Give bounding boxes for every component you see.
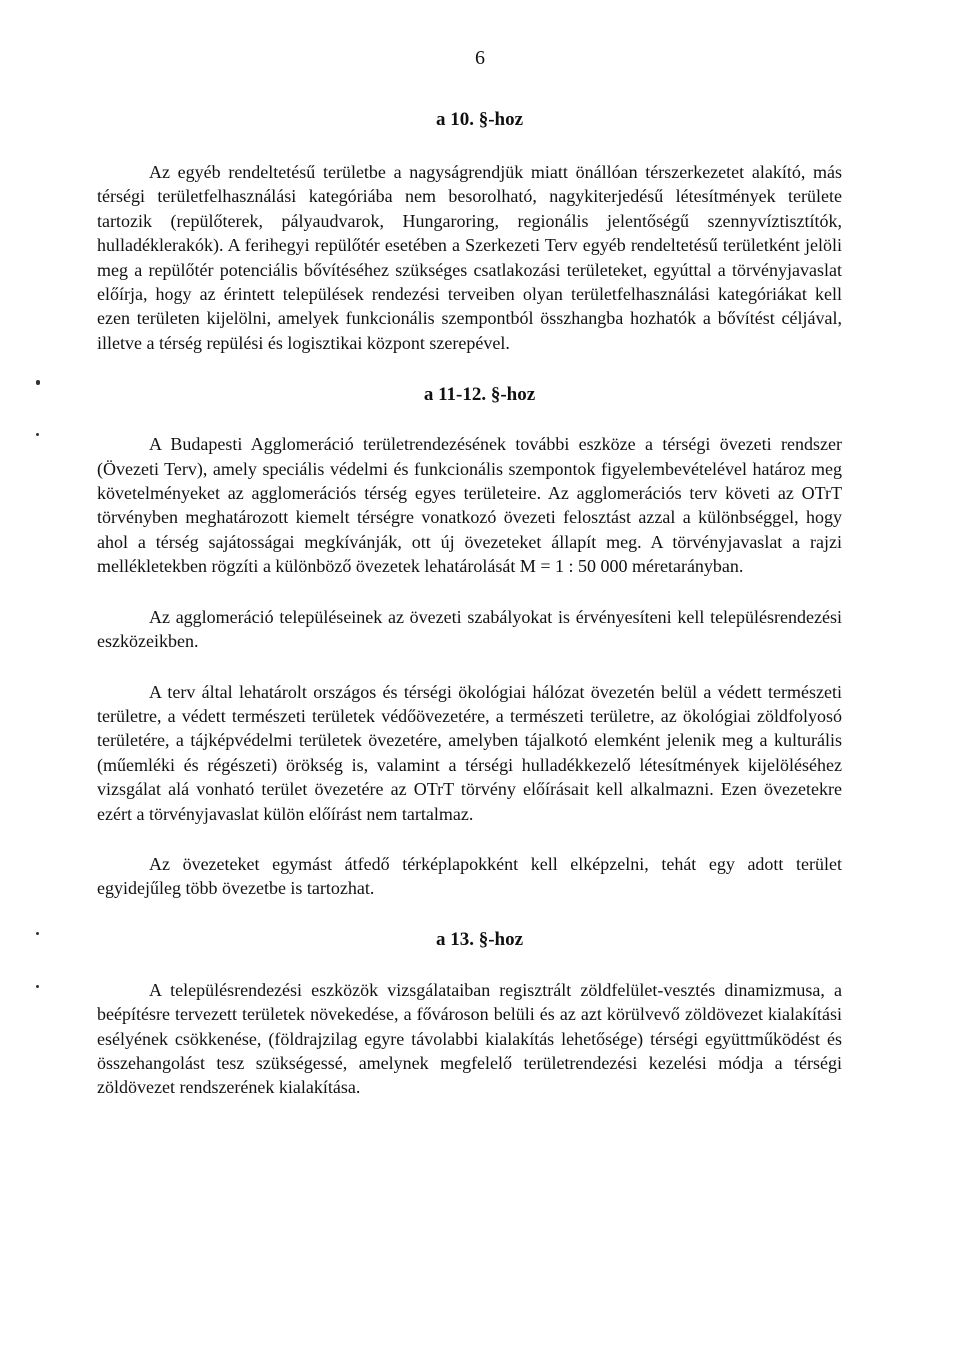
paragraph-13-1: A településrendezési eszközök vizsgálataiban regisztrált zöldfelület-vesztés dinamizmusa, a beépítésre tervezett területek növekedése, a fővároson belüli és az azt körülvevő zöldövezet kialakítási esélyének csökkenése, (földrajzilag egyre távolabbi kialakítás lehetősége) térségi együttműködést és összehangolást tesz szükségessé, amelynek megfelelő területrendezési kezelési módja a térségi zöldövezet rendszerének kialakítása. [97, 979, 842, 1098]
scan-speck [36, 433, 39, 436]
section-heading-13: a 13. §-hoz [435, 928, 524, 950]
document-body [97, 106, 842, 1100]
scan-speck [36, 985, 39, 988]
paragraph-11-12-3: A terv által lehatárolt országos és térségi ökológiai hálózat övezetén belül a védett természeti területre, a védett természeti területek védőövezetére, a természeti területre, az ökológiai zöldfolyosó területére, a tájképvédelmi területek övezetére, amelyben tájalkotó elemként jelenik meg a kulturális (műemléki és régészeti) örökség is, valamint a térségi hulladékkezelő létesítmények kijelöléséhez vizsgálat alá vonható terület övezetére az OTrT törvény előírásait kell alkalmazni. Ezen övezetekre ezért a törvényjavaslat külön előírást nem tartalmaz. [97, 681, 842, 824]
scan-speck [36, 932, 39, 935]
paragraph-11-12-2: Az agglomeráció településeinek az övezeti szabályokat is érvényesíteni kell településrendezési eszközeikben. [97, 606, 842, 652]
page-number: 6 [475, 47, 485, 69]
section-heading-10: a 10. §-hoz [435, 109, 524, 130]
section-heading-11-12: a 11-12. §-hoz [423, 384, 536, 406]
scan-speck [36, 380, 40, 385]
paragraph-11-12-1: A Budapesti Agglomeráció területrendezésének további eszköze a térségi övezeti rendszer (Övezeti Terv), amely speciális védelmi és funkcionális szempontok figyelembevételével határoz meg követelményeket az agglomerációs térség egyes területeire. Az agglomerációs terv követi az OTrT törvényben meghatározott kiemelt térségre vonatkozó övezeti felosztást azzal a különbséggel, hogy ahol a térség sajátosságai megkívánják, ott új övezeteket állapít meg. A törvényjavaslat a rajzi mellékletekben rögzíti a különböző övezetek lehatárolását M = 1 : 50 000 méretarányban. [97, 434, 842, 577]
paragraph-11-12-4: Az övezeteket egymást átfedő térképlapokként kell elképzelni, tehát egy adott terület egyidejűleg több övezetbe is tartozhat. [97, 853, 842, 899]
paragraph-10-1: Az egyéb rendeltetésű területbe a nagyságrendjük miatt önállóan térszerkezetet alakító, más térségi területfelhasználási kategóriába nem besorolható, nagykiterjedésű létesítmények területe tartozik (repülőterek, pályaudvarok, Hungaroring, regionális jelentőségű szennyvíztisztítók, hulladéklerakók). A ferihegyi repülőtér esetében a Szerkezeti Terv egyéb rendeltetésű területként jelöli meg a repülőtér potenciális bővítéséhez szükséges csatlakozási területeket, egyúttal a törvényjavaslat előírja, hogy az érintett települések rendezési terveiben olyan területfelhasználási kategóriákat kell ezen területen kijelölni, amelyek funkcionális szempontból összhangba hozhatók a bővítést céljával, illetve a térség repülési és logisztikai központ szerepével. [97, 162, 842, 353]
